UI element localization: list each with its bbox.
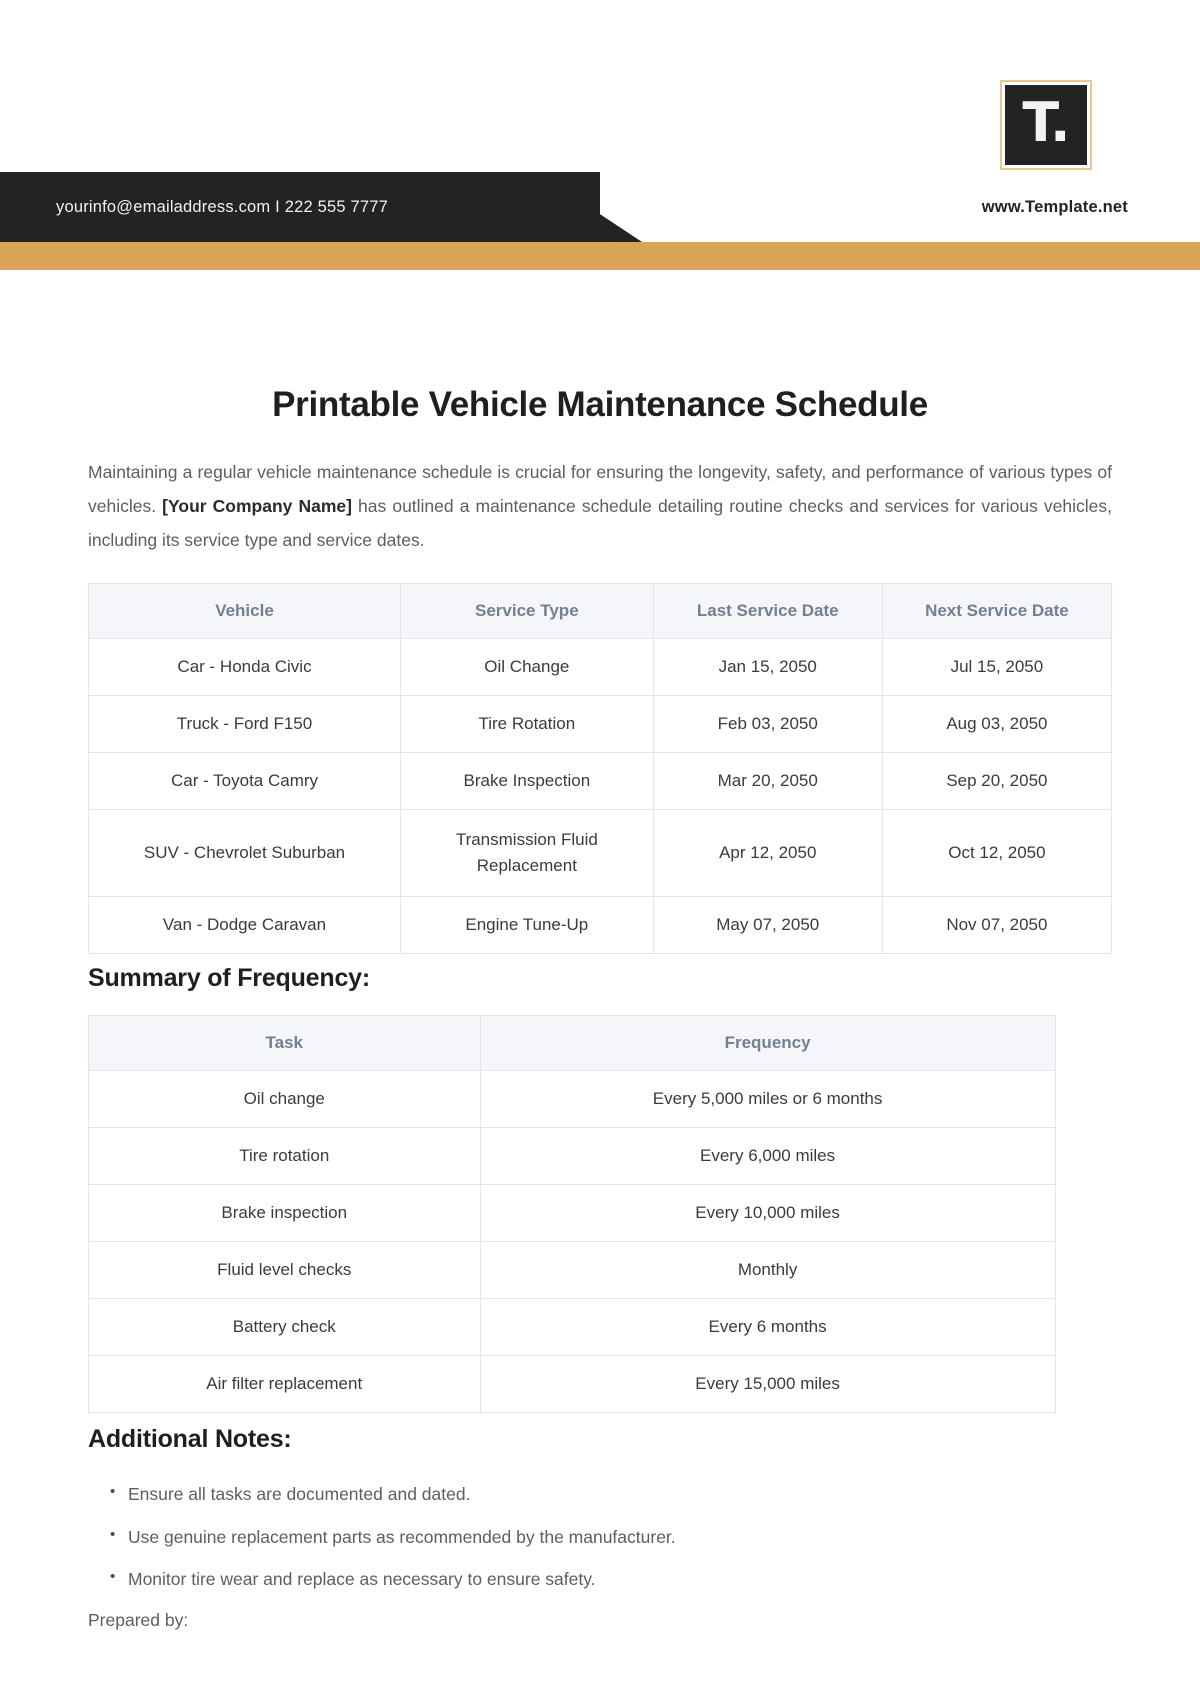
column-header-last-service-date: Last Service Date — [653, 584, 882, 639]
cell-last-service-date: Feb 03, 2050 — [653, 696, 882, 753]
cell-task: Air filter replacement — [89, 1356, 481, 1413]
column-header-next-service-date: Next Service Date — [882, 584, 1111, 639]
column-header-frequency: Frequency — [480, 1016, 1055, 1071]
summary-of-frequency-heading: Summary of Frequency: — [88, 964, 370, 993]
contact-info-text: yourinfo@emailaddress.com I 222 555 7777 — [56, 197, 389, 216]
cell-next-service-date: Sep 20, 2050 — [882, 753, 1111, 810]
document-body — [0, 385, 1200, 1631]
cell-frequency: Every 6,000 miles — [480, 1128, 1055, 1185]
cell-last-service-date: May 07, 2050 — [653, 897, 882, 954]
website-url-text: www.Template.net — [981, 198, 1128, 216]
list-item: • Monitor tire wear and replace as necessary to ensure safety. — [110, 1567, 1112, 1592]
table-row — [89, 1242, 1056, 1299]
cell-next-service-date: Nov 07, 2050 — [882, 897, 1111, 954]
table-header-row — [89, 1016, 1056, 1071]
cell-task: Oil change — [89, 1071, 481, 1128]
list-item: • Use genuine replacement parts as recommended by the manufacturer. — [110, 1525, 1112, 1550]
table-row — [89, 1128, 1056, 1185]
cell-vehicle: Van - Dodge Caravan — [89, 897, 401, 954]
cell-service-type: Engine Tune-Up — [401, 897, 654, 954]
frequency-summary-table — [88, 1015, 1056, 1413]
cell-last-service-date: Apr 12, 2050 — [653, 810, 882, 897]
logo-inner-square — [1005, 85, 1087, 165]
cell-service-type: Oil Change — [401, 639, 654, 696]
additional-notes-list — [88, 1482, 1112, 1592]
prepared-by-label: Prepared by: — [88, 1609, 189, 1630]
cell-frequency: Every 15,000 miles — [480, 1356, 1055, 1413]
table-row — [89, 1356, 1056, 1413]
table-row — [89, 897, 1112, 954]
cell-task: Brake inspection — [89, 1185, 481, 1242]
cell-vehicle: Truck - Ford F150 — [89, 696, 401, 753]
brand-logo — [1000, 80, 1092, 170]
cell-last-service-date: Mar 20, 2050 — [653, 753, 882, 810]
cell-next-service-date: Aug 03, 2050 — [882, 696, 1111, 753]
additional-notes-heading: Additional Notes: — [88, 1425, 292, 1454]
list-item: • Ensure all tasks are documented and dated. — [110, 1482, 1112, 1507]
cell-frequency: Monthly — [480, 1242, 1055, 1299]
company-name-placeholder: [Your Company Name] — [162, 496, 352, 517]
cell-vehicle: SUV - Chevrolet Suburban — [89, 810, 401, 897]
intro-text-before: Maintaining a regular vehicle maintenance schedule is crucial for ensuring the longevity, safety, and performance of various types of vehicles. — [88, 462, 1112, 517]
cell-frequency: Every 10,000 miles — [480, 1185, 1055, 1242]
cell-service-type: Tire Rotation — [401, 696, 654, 753]
cell-vehicle: Car - Honda Civic — [89, 639, 401, 696]
table-row — [89, 753, 1112, 810]
page-title: Printable Vehicle Maintenance Schedule — [272, 385, 928, 424]
table-row — [89, 1185, 1056, 1242]
column-header-vehicle: Vehicle — [89, 584, 401, 639]
cell-next-service-date: Oct 12, 2050 — [882, 810, 1111, 897]
column-header-service-type: Service Type — [401, 584, 654, 639]
cell-service-type: Brake Inspection — [401, 753, 654, 810]
intro-paragraph — [88, 455, 1112, 557]
intro-text-after: has outlined a maintenance schedule detailing routine checks and services for various vehicles, including its service type and service dates. — [88, 496, 1112, 551]
cell-frequency: Every 6 months — [480, 1299, 1055, 1356]
table-header-row — [89, 584, 1112, 639]
cell-task: Fluid level checks — [89, 1242, 481, 1299]
cell-frequency: Every 5,000 miles or 6 months — [480, 1071, 1055, 1128]
page-header — [0, 0, 1200, 290]
cell-task: Tire rotation — [89, 1128, 481, 1185]
table-row — [89, 1299, 1056, 1356]
accent-bar — [0, 242, 1200, 270]
table-row — [89, 810, 1112, 897]
template-t-icon: T. — [1022, 91, 1070, 154]
column-header-task: Task — [89, 1016, 481, 1071]
cell-last-service-date: Jan 15, 2050 — [653, 639, 882, 696]
table-row — [89, 1071, 1056, 1128]
cell-next-service-date: Jul 15, 2050 — [882, 639, 1111, 696]
cell-vehicle: Car - Toyota Camry — [89, 753, 401, 810]
cell-service-type: Transmission Fluid Replacement — [401, 810, 654, 897]
table-row — [89, 639, 1112, 696]
contact-banner — [0, 172, 600, 242]
table-row — [89, 696, 1112, 753]
cell-task: Battery check — [89, 1299, 481, 1356]
vehicle-schedule-table — [88, 583, 1112, 954]
